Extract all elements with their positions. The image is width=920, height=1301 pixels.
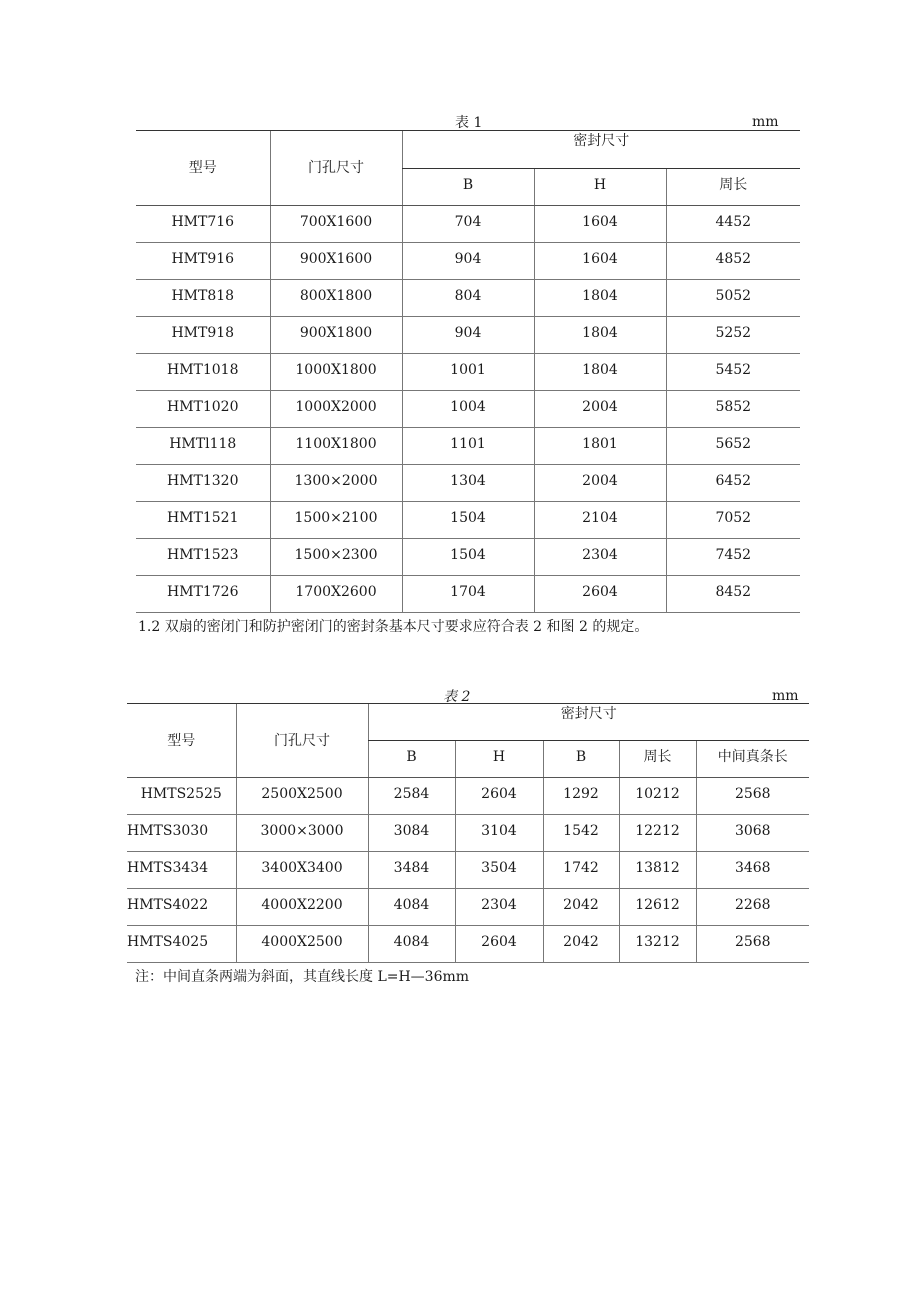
t2-header-middle: 中间真条长 [696,741,809,778]
t2-cell: 4000X2500 [236,926,368,963]
t1-cell: 900X1600 [270,243,402,280]
t1-cell: 904 [402,243,534,280]
t2-cell: HMTS3030 [127,815,236,852]
t1-cell: HMT1020 [136,391,270,428]
t1-cell: 804 [402,280,534,317]
t1-row [136,243,800,280]
table2-caption: 表 2 [443,689,471,705]
t1-row [136,465,800,502]
t2-cell: 4084 [368,926,455,963]
table1 [136,130,800,613]
t1-row [136,391,800,428]
t2-row [127,852,809,889]
t2-header-h: H [455,741,543,778]
t1-cell: HMT1523 [136,539,270,576]
t2-cell: 2604 [455,778,543,815]
t2-cell: 1292 [543,778,619,815]
t1-cell: 1100X1800 [270,428,402,465]
t2-header-perimeter: 周长 [619,741,696,778]
t1-cell: HMT916 [136,243,270,280]
t1-cell: HMT818 [136,280,270,317]
table1-unit: mm [752,114,779,130]
t1-cell: 5252 [666,317,800,354]
t1-cell: 2304 [534,539,666,576]
paragraph-1-2: 1.2 双扇的密闭门和防护密闭门的密封条基本尺寸要求应符合表 2 和图 2 的规定。 [138,619,649,635]
t2-cell: 2584 [368,778,455,815]
t1-row [136,317,800,354]
t1-cell: 800X1800 [270,280,402,317]
t1-cell: 1504 [402,502,534,539]
t1-cell: 2004 [534,465,666,502]
t2-header-b2: B [543,741,619,778]
t2-cell: 2500X2500 [236,778,368,815]
t1-cell: 8452 [666,576,800,613]
t1-cell: 1801 [534,428,666,465]
t1-row [136,354,800,391]
t2-cell: 2042 [543,889,619,926]
t2-cell: 13812 [619,852,696,889]
t2-cell: 3504 [455,852,543,889]
t1-cell: 1500×2100 [270,502,402,539]
t2-cell: 12212 [619,815,696,852]
t2-cell: 4084 [368,889,455,926]
t1-cell: 704 [402,206,534,243]
t1-cell: 1804 [534,317,666,354]
table2-note: 注：中间直条两端为斜面，其直线长度 L=H—36mm [135,969,470,985]
t1-cell: 700X1600 [270,206,402,243]
t2-row [127,815,809,852]
t2-cell: 1742 [543,852,619,889]
t2-cell: HMTS4025 [127,926,236,963]
t1-cell: HMTl118 [136,428,270,465]
t2-cell: 2604 [455,926,543,963]
t2-cell: 3104 [455,815,543,852]
t2-header-seal: 密封尺寸 [368,704,809,741]
t2-cell: 2568 [696,778,809,815]
t1-cell: HMT1018 [136,354,270,391]
t1-cell: 1804 [534,354,666,391]
t1-row [136,502,800,539]
t1-cell: 5452 [666,354,800,391]
t1-cell: 904 [402,317,534,354]
t1-cell: 2604 [534,576,666,613]
t1-cell: 1804 [534,280,666,317]
t2-row [127,778,809,815]
t2-cell: 3084 [368,815,455,852]
t2-header-b1: B [368,741,455,778]
t1-cell: 1504 [402,539,534,576]
t1-cell: 1704 [402,576,534,613]
t1-cell: 4452 [666,206,800,243]
t2-cell: HMTS2525 [127,778,236,815]
t1-row [136,539,800,576]
t2-cell: 1542 [543,815,619,852]
t2-cell: 2304 [455,889,543,926]
table2 [127,703,809,963]
t2-cell: 12612 [619,889,696,926]
t2-cell: 2042 [543,926,619,963]
t1-cell: 1604 [534,243,666,280]
t1-header-door: 门孔尺寸 [270,131,402,206]
t1-cell: 7052 [666,502,800,539]
t1-cell: 1700X2600 [270,576,402,613]
t2-header-model: 型号 [127,704,236,778]
t1-cell: HMT716 [136,206,270,243]
t2-row [127,926,809,963]
t2-header-door: 门孔尺寸 [236,704,368,778]
t1-cell: 1001 [402,354,534,391]
t1-cell: 2104 [534,502,666,539]
t1-cell: 1304 [402,465,534,502]
t2-cell: 2568 [696,926,809,963]
t1-row [136,576,800,613]
t2-cell: 13212 [619,926,696,963]
t1-cell: 4852 [666,243,800,280]
t1-cell: HMT1521 [136,502,270,539]
t1-header-model: 型号 [136,131,270,206]
t2-cell: 3484 [368,852,455,889]
t1-cell: 6452 [666,465,800,502]
t2-cell: 3400X3400 [236,852,368,889]
t1-cell: 1604 [534,206,666,243]
t2-cell: 3000×3000 [236,815,368,852]
t1-row [136,428,800,465]
t1-cell: 2004 [534,391,666,428]
t2-cell: 2268 [696,889,809,926]
t2-cell: 3068 [696,815,809,852]
t2-row [127,889,809,926]
t2-cell: 10212 [619,778,696,815]
t1-cell: 5652 [666,428,800,465]
t1-cell: 1000X1800 [270,354,402,391]
t1-cell: 1500×2300 [270,539,402,576]
t2-cell: HMTS4022 [127,889,236,926]
t1-header-h: H [534,169,666,206]
t1-cell: 1004 [402,391,534,428]
table2-unit: mm [772,688,799,704]
table1-caption: 表 1 [455,115,483,131]
t1-header-b: B [402,169,534,206]
t1-cell: 1101 [402,428,534,465]
t1-header-seal: 密封尺寸 [402,131,800,169]
t1-cell: HMT1320 [136,465,270,502]
t1-cell: 1300×2000 [270,465,402,502]
t1-row [136,206,800,243]
t2-cell: HMTS3434 [127,852,236,889]
t1-cell: HMT1726 [136,576,270,613]
t1-cell: 900X1800 [270,317,402,354]
t1-cell: 7452 [666,539,800,576]
t1-cell: 1000X2000 [270,391,402,428]
t1-cell: 5852 [666,391,800,428]
t2-cell: 4000X2200 [236,889,368,926]
t1-row [136,280,800,317]
t1-cell: HMT918 [136,317,270,354]
t1-cell: 5052 [666,280,800,317]
t2-cell: 3468 [696,852,809,889]
t1-header-perimeter: 周长 [666,169,800,206]
